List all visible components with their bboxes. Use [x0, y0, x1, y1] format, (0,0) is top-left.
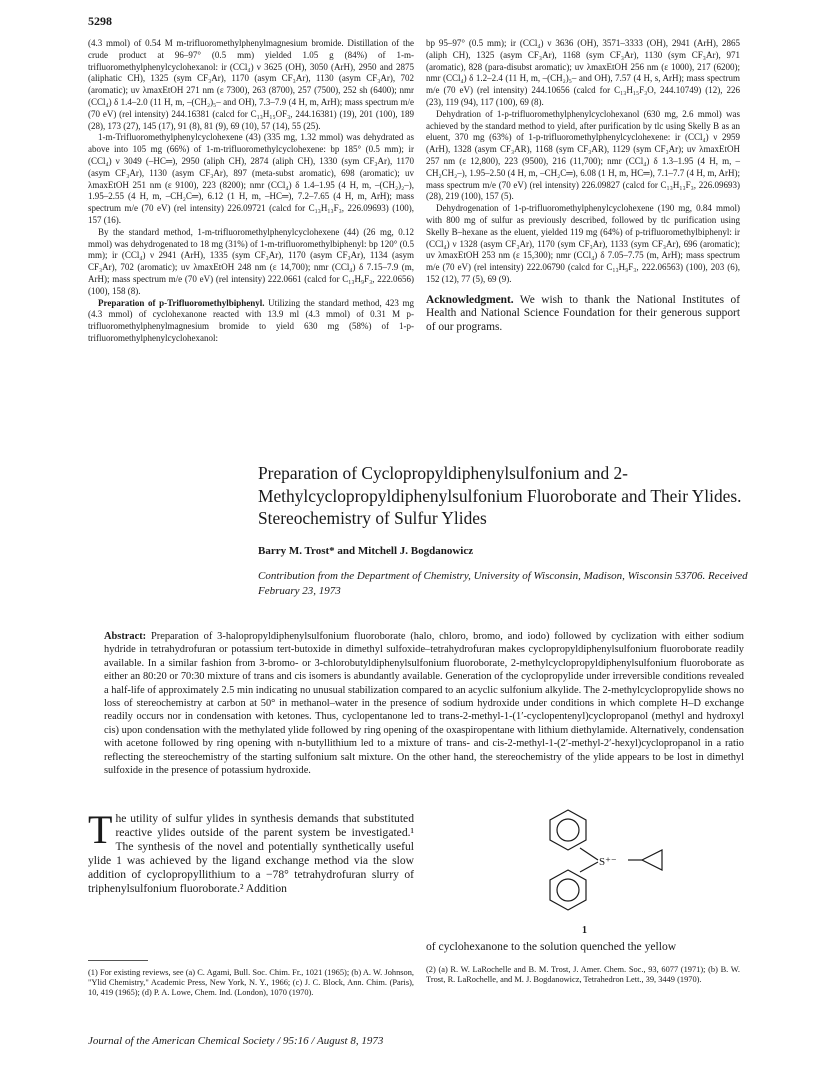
intro-paragraph — [88, 807, 414, 896]
footnote-1: (1) For existing reviews, see (a) C. Agami, Bull. Soc. Chim. Fr., 1021 (1965); (b) A. W. Johnson, "Ylid Chemistry," Academic Press, New York, N. Y., 1966; (c) J. C. Block, Ann. Chim. (Paris), 10, 419 (1965); (d) P. A. Lowe, Chem. Ind. (London), 1070 (1970). — [88, 968, 414, 998]
article-title: Preparation of Cyclopropyldiphenylsulfonium and 2-Methylcyclopropyldiphenylsulfonium Fluoroborate and Their Ylides. Stereochemistry of Sulfur Ylides — [258, 463, 742, 528]
phenyl-ring-bottom — [550, 870, 586, 910]
acknowledgment — [426, 294, 740, 334]
ylide-structure — [540, 808, 680, 943]
left-column — [88, 38, 414, 345]
prep-text: Utilizing the standard method, 423 mg (4.3 mmol) of cyclohexanone reacted with 13.9 ml (4.3 mmol) of 0.31 M p-trifluoromethylphenylmagnesium bromide to yield 630 mg (58%) of 1-p-trifluoromethylphenylcyclohexanol: — [88, 297, 414, 343]
right-column — [426, 38, 740, 334]
left-paragraph: By the standard method, 1-m-trifluoromethylphenylcyclohexene (44) (26 mg, 0.12 mmol) was dehydrogenated to 18 mg (31%) of 1-m-trifluoromethylbiphenyl: bp 120° (0.5 mm); ir (CCl₄) ν 2941 (ArH), 1335 (sym CF₃Ar), 1170 (asym CF₃Ar), 1134 (asym CF₃Ar), 702 (aromatic); uv λmaxEtOH 248 nm (ε 14,700); nmr (CCl₄) δ 7.15–7.9 (m, ArH); mass spectrum m/e (70 eV) (rel intensity) 222.0661 (calcd for C₁₃H₉F₃, 222.0656) (100), 158 (8). — [88, 226, 414, 296]
footnote-divider — [88, 960, 148, 961]
abstract — [104, 630, 744, 777]
cyclopropyl-ring — [642, 850, 662, 870]
footnote-2: (2) (a) R. W. LaRochelle and B. M. Trost, J. Amer. Chem. Soc., 93, 6077 (1971); (b) B. W. Trost, R. LaRochelle, and M. J. Bogdanowicz, Tetrahedron Lett., 39, 3449 (1970). — [426, 965, 740, 985]
ylide-structure-icon — [540, 808, 680, 928]
authors: Barry M. Trost* and Mitchell J. Bogdanowicz — [258, 545, 474, 557]
continuation-text: of cyclohexanone to the solution quenched the yellow — [426, 940, 677, 953]
page-number: 5298 — [88, 14, 112, 28]
left-paragraph-prep — [88, 298, 414, 345]
intro-text: he utility of sulfur ylides in synthesis demands that substituted reactive ylides outside of the parent system be investigated.¹ The synthesis of the novel and potentially synthetically useful ylide 1 was achieved by the ligand exchange method via the slow addition of cyclopropyllithium to a −78° tetrahydrofuran slurry of triphenylsulfonium fluoroborate.² Addition — [88, 812, 414, 895]
journal-footer: Journal of the American Chemical Society / 95:16 / August 8, 1973 — [88, 1035, 384, 1047]
right-paragraph: Dehydrogenation of 1-p-trifluoromethylphenylcyclohexene (190 mg, 0.84 mmol) with 800 mg of sulfur as previously described, followed by tlc purification using Skelly B–hexane as the eluent, yielded 119 mg (64%) of p-trifluoromethylbiphenyl: ir (CCl₄) ν 1328 (asym CF₃Ar), 1170 (sym CF₃Ar), 1133 (sym CF₃Ar), 696 (aromatic); uv λmaxEtOH 253 nm (ε 15,300); nmr (CCl₄) δ 7.05–7.75 (m, ArH); mass spectrum m/e (70 eV) (rel intensity) 222.06790 (calcd for C₁₃H₉F₃, 222.06563) (100), 203 (6), 152 (12), 77 (5), 69 (9). — [426, 203, 740, 284]
phenyl-ring-top — [550, 810, 586, 850]
drop-cap: T — [88, 807, 113, 852]
sulfur-charge-label: S⁺⁻ — [599, 856, 617, 868]
affiliation: Contribution from the Department of Chemistry, University of Wisconsin, Madison, Wisconsin 53706. Received February 23, 1973 — [258, 570, 748, 597]
right-paragraph: Dehydration of 1-p-trifluoromethylphenylcyclohexanol (630 mg, 2.6 mmol) was achieved by the standard method to yield, after purification by tlc using Skelly B as an eluent, 370 mg (63%) of 1-p-trifluoromethylphenylcyclohexene: ir (CCl₄) ν 2959 (ArH), 1328 (asym CF₃AR), 1168 (sym CF₃AR), 1129 (sym CF₃Ar); uv λmaxEtOH 257 nm (ε 12,800), 223 (9500), 216 (11,700); nmr (CCl₄) δ 1.3–1.95 (4 H, m, –CH₂CH₂–), 1.95–2.50 (4 H, m, –CH₂C═), 6.08 (1 H, m, HC═), 7.1–7.7 (4 H, m, ArH); mass spectrum m/e (70 eV) (rel intensity) 226.09827 (calcd for C₁₃H₁₃F₃, 226.09693) (28), 219 (100), 157 (5). — [426, 108, 740, 202]
left-paragraph: 1-m-Trifluoromethylphenylcyclohexene (43) (335 mg, 1.32 mmol) was dehydrated as above into 105 mg (66%) of 1-m-trifluoromethylcyclohexene: bp 185° (0.5 mm); ir (CCl₄) ν 3049 (–HC═), 2950 (aliph CH), 2874 (aliph CH), 1330 (sym CF₃Ar), 1170 (asym CF₃Ar), 1130 (asym CF₃Ar), 897 (meta-subst aromatic), 698 (aromatic); uv λmaxEtOH 251 nm (ε 9100), 223 (8200); nmr (CCl₄) δ 1.4–1.95 (4 H, m, –(CH₂)₂–), 1.95–2.55 (4 H, m, –CH₂C═), 6.12 (1 H, m, –HC═), 7.2–7.65 (4 H, m, ArH); mass spectrum m/e (70 eV) (rel intensity) 226.09721 (calcd for C₁₃H₁₃F₃, 226.09693) (100), 157 (16). — [88, 132, 414, 225]
right-paragraph: bp 95–97° (0.5 mm); ir (CCl₄) ν 3636 (OH), 3571–3333 (OH), 2941 (ArH), 2865 (aliph CH), 1325 (asym CF₃Ar), 1168 (sym CF₃Ar), 1130 (sym CF₃Ar), 971 (aromatic), 828 (para-disubst aromatic); uv λmaxEtOH 256 nm (ε 1000), 217 (6200); nmr (CCl₄) δ 1.2–2.4 (11 H, m, –(CH₂)₅– and OH), 7.57 (4 H, s, ArH); mass spectrum m/e (70 eV) (rel intensity) 244.10656 (calcd for C₁₃H₁₅F₃O, 244.10749) (12), 226 (23), 119 (94), 117 (100), 69 (8). — [426, 38, 740, 107]
left-paragraph: (4.3 mmol) of 0.54 M m-trifluoromethylphenylmagnesium bromide. Distillation of the crude product at 96–97° (0.5 mm) yielded 1.05 g (84%) of 1-m-trifluoromethylphenylcyclohexanol: ir (CCl₄) ν 3625 (OH), 3050 (ArH), 2950 and 2875 (aliphatic CH), 1325 (sym CF₃Ar), 1170 (asym CF₃Ar), 1130 (asym CF₃Ar), 702 (aromatic); uv λmaxEtOH 271 nm (ε 7300), 263 (8700), 257 (7500), 252 sh (6400); nmr (CCl₄) δ 1.4–2.0 (11 H, m, –(CH₂)₅– and OH), 7.3–7.9 (4 H, m, ArH); mass spectrum m/e (70 eV) (rel intensity) 244.16381 (calcd for C₁₃H₁₅OF₃, 244.16381) (19), 201 (100), 189 (28), 173 (27), 145 (17), 91 (8), 81 (9), 69 (10), 57 (14), 55 (25). — [88, 38, 414, 131]
ack-text: We wish to thank the National Institutes of Health and National Science Foundation for their generous support of our programs. — [426, 293, 740, 333]
ack-heading: Acknowledgment. — [426, 293, 514, 306]
abstract-text: Preparation of 3-halopropyldiphenylsulfonium fluoroborate (halo, chloro, bromo, and iodo) followed by cyclization with either sodium hydride in tetrahydrofuran or potassium tert-butoxide in dimethyl sulfoxide–tetrahydrofuran makes cyclopropyldiphenylsulfonium fluoroborate readily available. In a similar fashion from 3-bromo- or 3-chlorobutyldiphenylsulfonium fluoroborate, 2-methylcyclopropyldiphenylsulfonium fluoroborate as either an 80:20 or 70:30 mixture of trans and cis isomers is abundantly available. Generation of the cyclopropylide under irreversible conditions revealed a half-life of approximately 2.5 min indicating no unusual stabilization compared to an acyclic sulfonium alkylide. The 2-methylcyclopropylide shows no loss of stereochemistry at carbon at 50° in methanol–water in the presence of sodium hydroxide under conditions in which complete H–D exchange readily occurs nor in condensation with ketones. Thus, cyclopentanone led to trans-2-methyl-1-(1′-cyclopentenyl)cyclopropanol (methyl and hydroxyl cis) upon condensation with the methylated ylide followed by ring opening of the oxaspiropentane with lithium diethylamide. Alternatively, condensation with acetone followed by ring opening with n-butyllithium led to a mixture of trans- and cis-2-methyl-1-(2′-methyl-2′-hexyl)cyclopropanol in a ratio reflecting the stereochemistry of the starting sulfonium salt mixture. On the other hand, the stereochemistry of the ylide appears to be lost in dimethyl sulfoxide in the presence of potassium hydroxide. — [104, 631, 744, 777]
abstract-label: Abstract: — [104, 631, 147, 642]
structure-number: 1 — [582, 925, 587, 936]
prep-heading: Preparation of p-Trifluoromethylbiphenyl. — [98, 297, 265, 308]
